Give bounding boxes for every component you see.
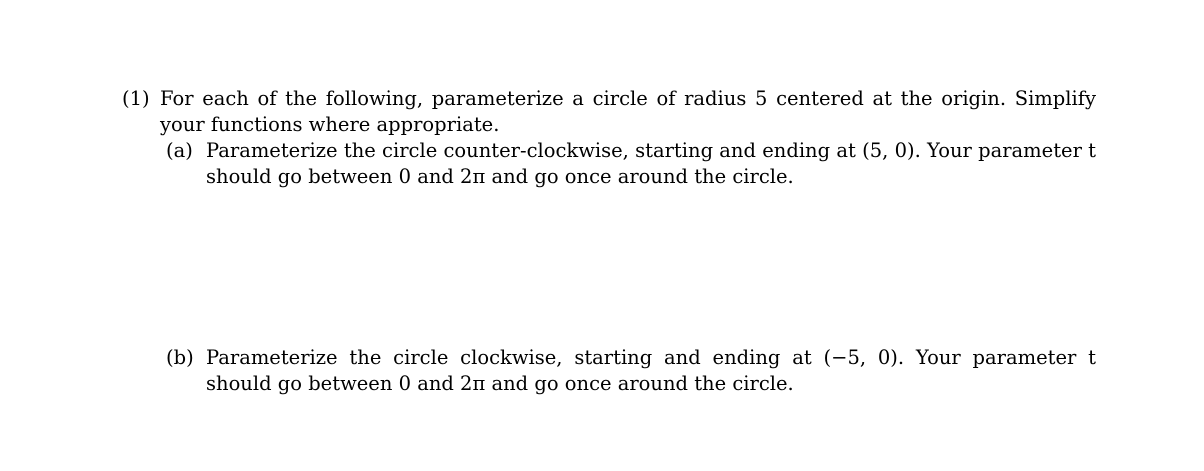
part-a-label: (a) [166, 139, 193, 162]
problem-statement [122, 86, 1096, 138]
part-a-text: Parameterize the circle counter-clockwise, starting and ending at (5, 0). Your parameter t should go between 0 and 2π and go once around the circle. [206, 139, 1096, 188]
part-b-label: (b) [166, 346, 194, 369]
part-b [166, 345, 1096, 397]
part-a [166, 138, 1096, 190]
part-b-text: Parameterize the circle clockwise, starting and ending at (−5, 0). Your parameter t should go between 0 and 2π and go once around the circle. [206, 346, 1096, 395]
problem-text: For each of the following, parameterize a circle of radius 5 centered at the origin. Simplify your functions where appropriate. [160, 87, 1096, 136]
problem-number: (1) [122, 87, 150, 110]
problem-1 [122, 86, 1096, 397]
